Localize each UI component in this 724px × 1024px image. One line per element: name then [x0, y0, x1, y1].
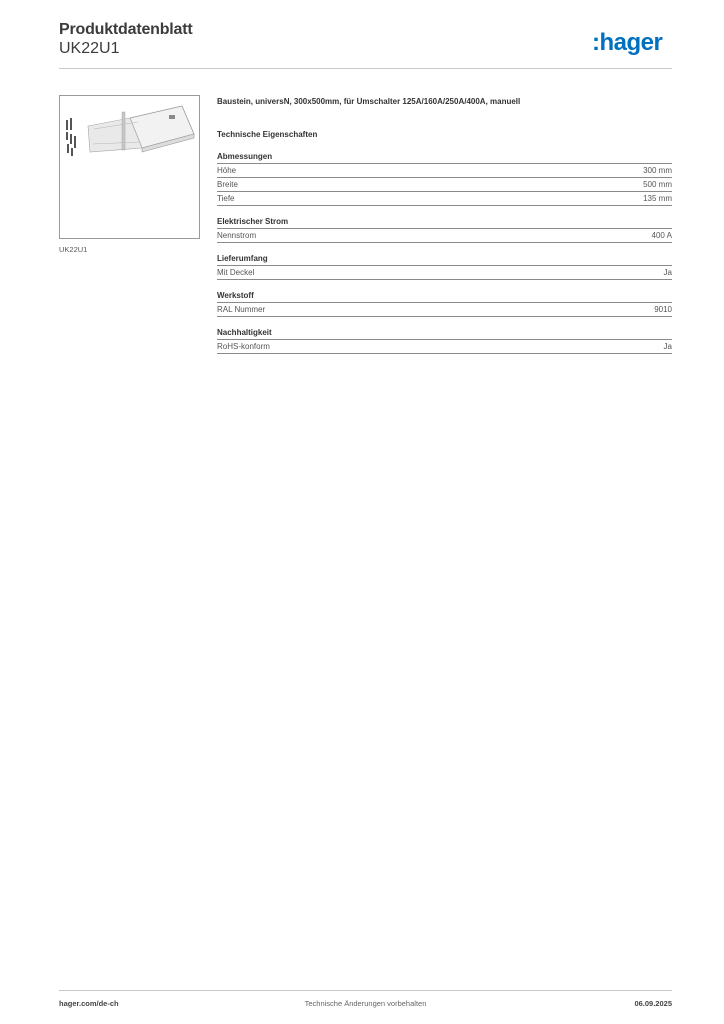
document-title: Produktdatenblatt	[59, 21, 193, 38]
product-illustration	[60, 96, 199, 238]
spec-row	[217, 178, 672, 192]
header-divider	[59, 68, 672, 69]
spec-label: Nennstrom	[217, 231, 257, 240]
svg-text::hager: :hager	[592, 29, 663, 56]
spec-value: Ja	[663, 268, 672, 277]
footer-website: hager.com/de-ch	[59, 999, 119, 1008]
spec-label: Höhe	[217, 166, 237, 175]
section-sustainability	[217, 328, 672, 354]
section-title: Nachhaltigkeit	[217, 328, 672, 340]
section-electrical-current	[217, 217, 672, 243]
section-title: Lieferumfang	[217, 254, 672, 266]
spec-label: Mit Deckel	[217, 268, 255, 277]
spec-row	[217, 340, 672, 354]
footer-divider	[59, 990, 672, 991]
spec-value: Ja	[663, 342, 672, 351]
spec-row	[217, 303, 672, 317]
section-title: Abmessungen	[217, 152, 672, 164]
spec-row	[217, 266, 672, 280]
spec-label: Tiefe	[217, 194, 235, 203]
document-header	[59, 20, 193, 58]
spec-row	[217, 164, 672, 178]
product-description: Baustein, universN, 300x500mm, für Umschalter 125A/160A/250A/400A, manuell	[217, 97, 521, 106]
technical-properties-heading: Technische Eigenschaften	[217, 130, 318, 139]
spec-value: 500 mm	[643, 180, 672, 189]
spec-label: Breite	[217, 180, 238, 189]
image-caption: UK22U1	[59, 245, 88, 254]
spec-label: RoHS-konform	[217, 342, 270, 351]
footer-date: 06.09.2025	[634, 999, 672, 1008]
hager-logo	[592, 28, 674, 58]
document-subtitle: UK22U1	[59, 40, 120, 57]
spec-value: 300 mm	[643, 166, 672, 175]
section-material	[217, 291, 672, 317]
spec-value: 9010	[654, 305, 672, 314]
footer-disclaimer: Technische Änderungen vorbehalten	[304, 999, 427, 1008]
product-image	[59, 95, 200, 239]
spec-value: 400 A	[651, 231, 672, 240]
section-dimensions	[217, 152, 672, 206]
spec-row	[217, 192, 672, 206]
spec-row	[217, 229, 672, 243]
section-title: Werkstoff	[217, 291, 672, 303]
product-details	[217, 96, 672, 365]
spec-label: RAL Nummer	[217, 305, 266, 314]
section-scope-of-delivery	[217, 254, 672, 280]
spec-value: 135 mm	[643, 194, 672, 203]
section-title: Elektrischer Strom	[217, 217, 672, 229]
